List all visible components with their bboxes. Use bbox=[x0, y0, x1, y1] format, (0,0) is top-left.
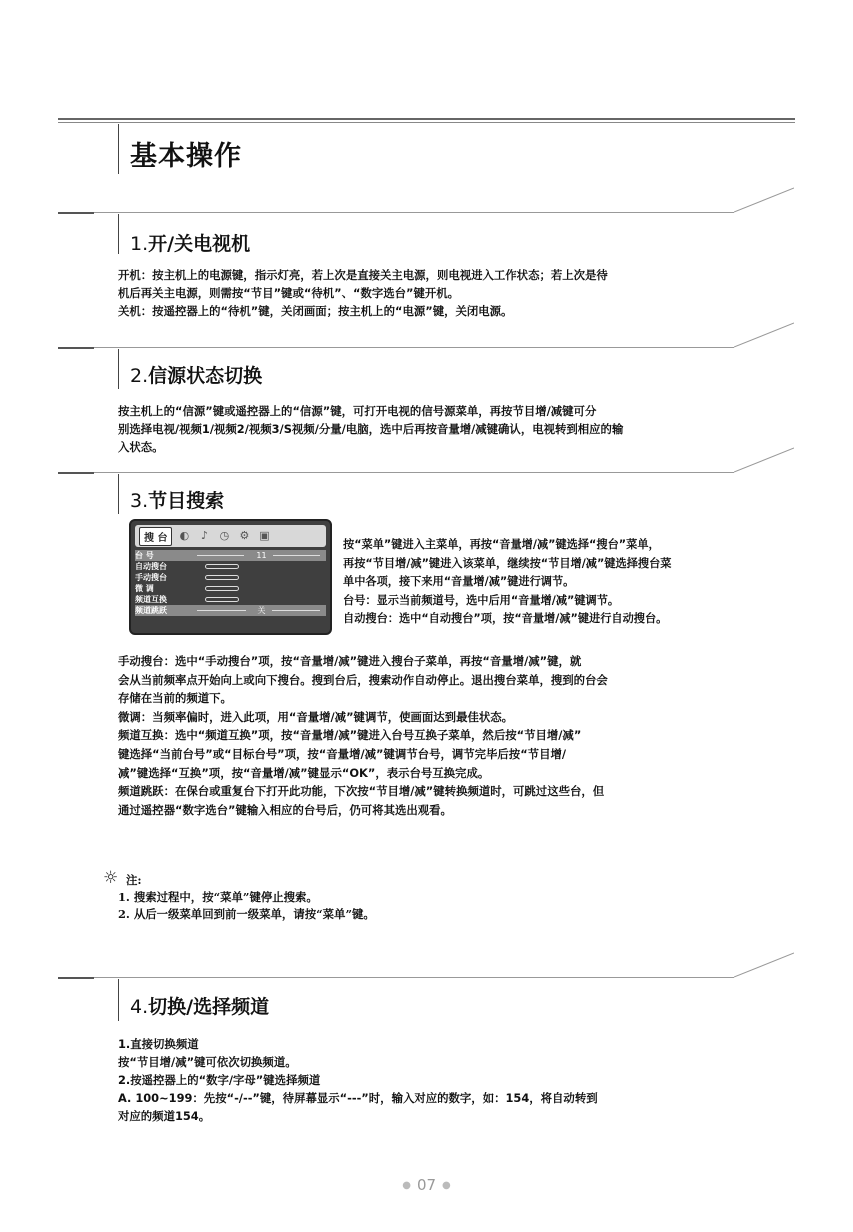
section-title-channel: 4.切换/选择频道 bbox=[130, 996, 270, 1018]
osd-row-manual-search: 手动搜台 bbox=[135, 572, 326, 583]
osd-row-fine-tune: 微 调 bbox=[135, 583, 326, 594]
section-body-search-side: 按“菜单”键进入主菜单，再按“音量增/减”键选择“搜台”菜单， 再按“节目增/减”键进入该菜单，继续按“节目增/减”键选择搜台菜 单中各项，接下来用“音量增/减”键进行调节。 台号：显示当前频道号，选中后用“音量增/减”键调节。 自动搜台：选中“自动搜台”项，按“音量增/减”键进行自动搜台。 bbox=[343, 538, 672, 625]
top-rule bbox=[58, 118, 795, 123]
osd-tab-search: 搜 台 bbox=[139, 527, 172, 546]
title-vertical-bar bbox=[118, 124, 119, 174]
osd-row-channel: 台 号 11 bbox=[135, 550, 326, 561]
osd-tab-bar bbox=[135, 525, 326, 547]
section-vertical-bar bbox=[118, 474, 119, 514]
section-vertical-bar bbox=[118, 979, 119, 1021]
osd-row-skip: 频道跳跃 关 bbox=[135, 605, 326, 616]
picture-icon: ◐ bbox=[179, 529, 190, 542]
setup-icon: ⚙ bbox=[239, 529, 250, 542]
timer-icon: ◷ bbox=[219, 529, 230, 542]
note-sun-icon: ☼ bbox=[103, 868, 119, 888]
sound-icon: ♪ bbox=[200, 529, 208, 542]
section-title-source: 2.信源状态切换 bbox=[130, 365, 263, 387]
note-box: 注: 1. 搜索过程中，按“菜单”键停止搜索。 2. 从后一级菜单回到前一级菜单，请按“菜单”键。 bbox=[118, 873, 375, 921]
section-title-search: 3.节目搜索 bbox=[130, 490, 225, 512]
section-vertical-bar bbox=[118, 214, 119, 254]
page-number: ● 07 ● bbox=[402, 1176, 451, 1194]
section-body-power: 开机：按主机上的电源键，指示灯亮，若上次是直接关主电源，则电视进入工作状态；若上次是待 机后再关主电源，则需按“节目”键或“待机”、“数字选台”键开机。 关机：按遥控器上的“待机”键，关闭画面；按主机上的“电源”键，关闭电源。 bbox=[118, 268, 608, 318]
section-vertical-bar bbox=[118, 349, 119, 389]
osd-search-menu bbox=[129, 519, 332, 635]
section-body-source: 按主机上的“信源”键或遥控器上的“信源”键，可打开电视的信号源菜单，再按节目增/减键可分 别选择电视/视频1/视频2/视频3/S视频/分量/电脑，选中后再按音量增/减键确认，电视转到相应的输 入状态。 bbox=[118, 404, 624, 454]
section-body-search: 手动搜台：选中“手动搜台”项，按“音量增/减”键进入搜台子菜单，再按“音量增/减”键，就 会从当前频率点开始向上或向下搜台。搜到台后，搜索动作自动停止。退出搜台菜单，搜到的台会 存储在当前的频道下。 微调：当频率偏时，进入此项，用“音量增/减”键调节，使画面达到最佳状态。 频道互换：选中“频道互换”项，按“音量增/减”键进入台号互换子菜单，然后按“节目增/减” 键选择“当前台号”或“目标台号”项，按“音量增/减”键调节台号，调节完毕后按“节目增/ 减”键选择“互换”项，按“音量增/减”键显示“OK”，表示台号互换完成。 频道跳跃：在保台或重复台下打开此功能，下次按“节目增/减”键转换频道时，可跳过这些台，但 通过遥控器“数字选台”键输入相应的台号后，仍可将其选出观看。 bbox=[118, 654, 608, 817]
page-title: 基本操作 bbox=[130, 141, 242, 172]
osd-row-swap: 频道互换 bbox=[135, 594, 326, 605]
section-title-power: 1.开/关电视机 bbox=[130, 233, 251, 255]
osd-row-auto-search: 自动搜台 bbox=[135, 561, 326, 572]
section-body-channel: 1.直接切换频道 按“节目增/减”键可依次切换频道。 2.按遥控器上的“数字/字母”键选择频道 A. 100~199：先按“-/--”键，待屏幕显示“---”时，输入对应的数字，如：154，将自动转到 对应的频道154。 bbox=[118, 1037, 598, 1123]
lock-icon: ▣ bbox=[259, 529, 270, 542]
